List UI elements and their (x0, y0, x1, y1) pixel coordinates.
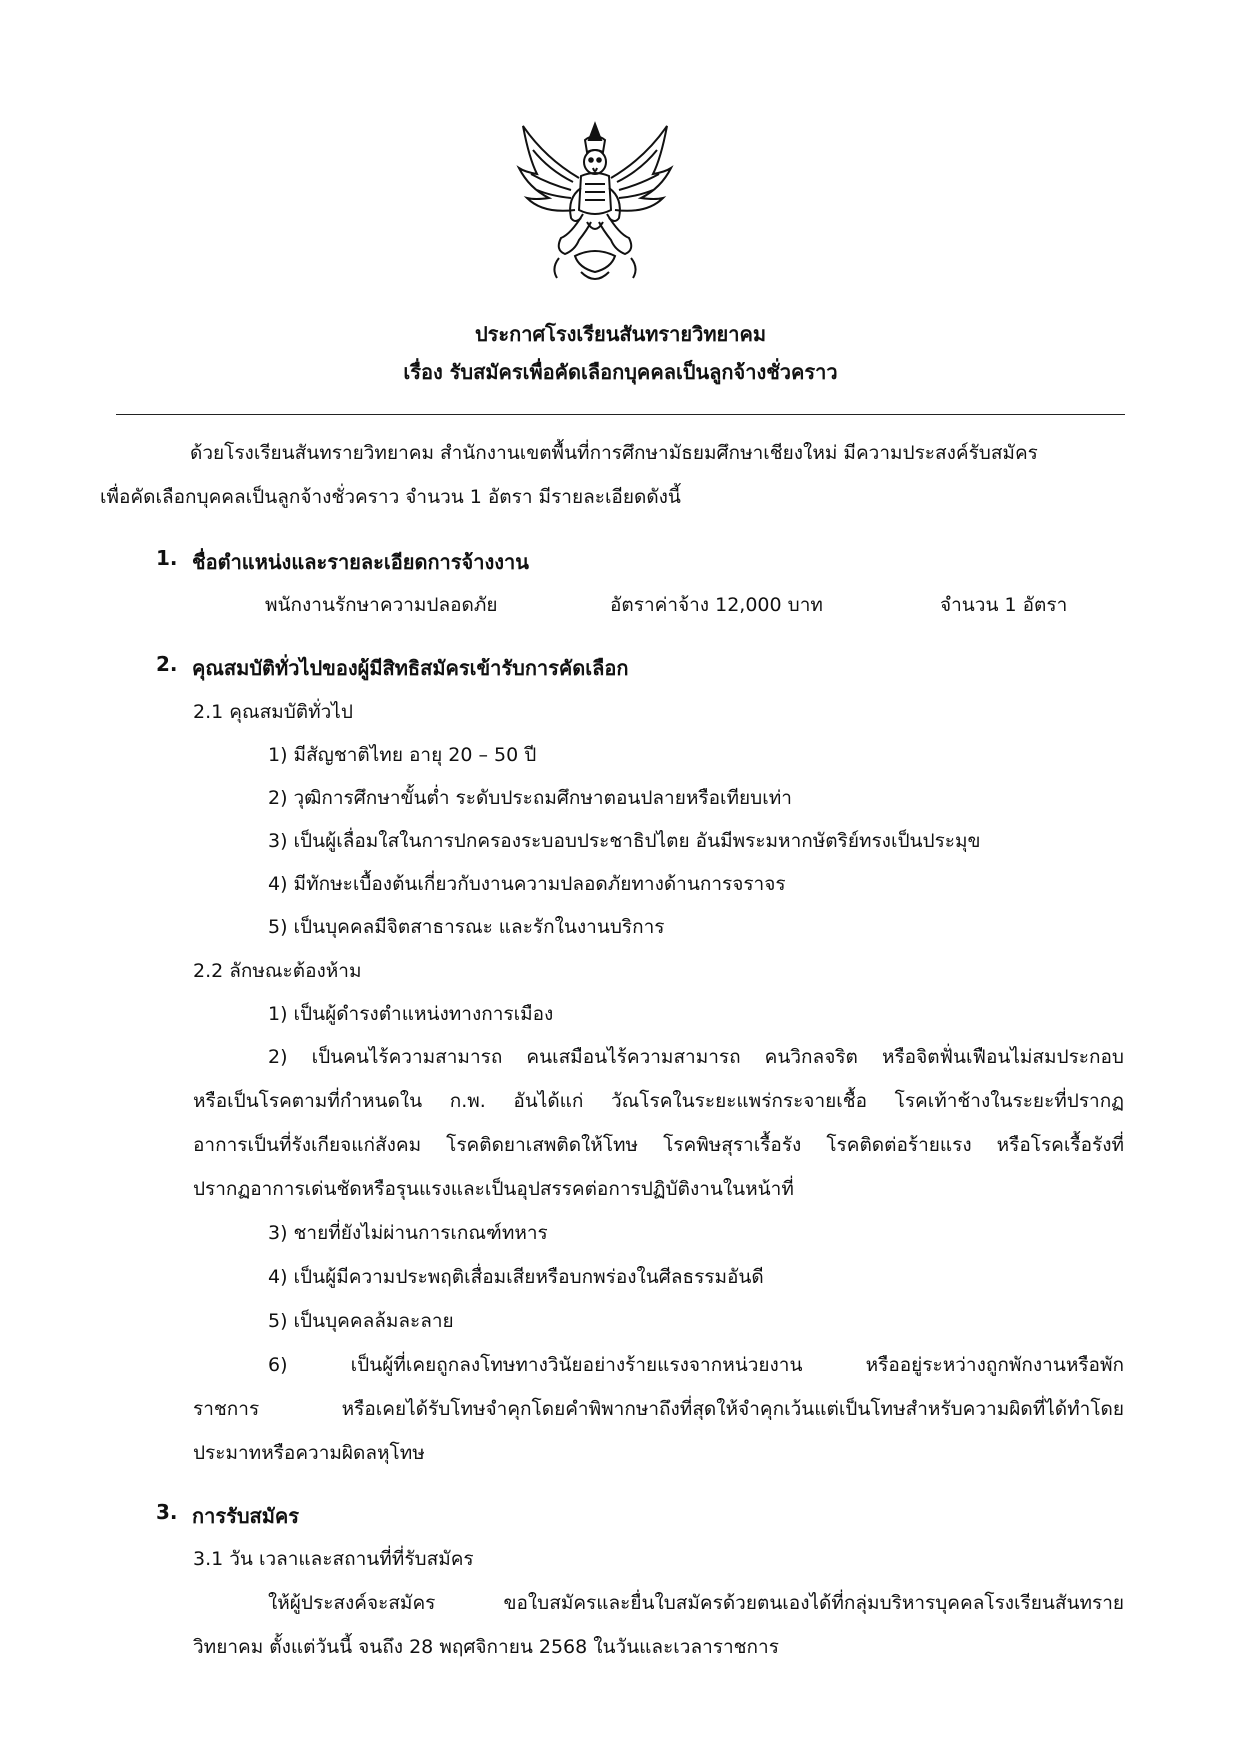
qualification-item: 2) วุฒิการศึกษาขั้นต่ำ ระดับประถมศึกษาตอนปลายหรือเทียบเท่า (268, 787, 792, 809)
intro-line-1: ด้วยโรงเรียนสันทรายวิทยาคม สำนักงานเขตพื้นที่การศึกษามัธยมศึกษาเชียงใหม่ มีความประสงค์รับสมัคร (190, 442, 1038, 464)
section-3-number: 3. (156, 1500, 178, 1524)
qualification-item: 4) มีทักษะเบื้องต้นเกี่ยวกับงานความปลอดภัยทางด้านการจราจร (268, 873, 786, 895)
qualification-item: 1) มีสัญชาติไทย อายุ 20 – 50 ปี (268, 744, 537, 766)
prohibition-item-2-line: อาการเป็นที่รังเกียจแก่สังคม โรคติดยาเสพติดให้โทษ โรคพิษสุราเรื้อรัง โรคติดต่อร้ายแรง หรือโรคเรื้อรังที่ (193, 1134, 1124, 1156)
section-1-number: 1. (156, 546, 178, 570)
prohibition-item-6-line: ราชการ หรือเคยได้รับโทษจำคุกโดยคำพิพากษาถึงที่สุดให้จำคุกเว้นแต่เป็นโทษสำหรับความผิดที่ได้ทำโดย (193, 1398, 1124, 1420)
divider (116, 414, 1125, 415)
garuda-emblem (515, 118, 675, 288)
qualification-item: 5) เป็นบุคคลมีจิตสาธารณะ และรักในงานบริการ (268, 916, 665, 938)
subsection-2-2-title: 2.2 ลักษณะต้องห้าม (193, 960, 362, 982)
intro-line-2: เพื่อคัดเลือกบุคคลเป็นลูกจ้างชั่วคราว จำนวน 1 อัตรา มีรายละเอียดดังนี้ (100, 486, 681, 508)
prohibition-item-2-line: 2) เป็นคนไร้ความสามารถ คนเสมือนไร้ความสามารถ คนวิกลจริต หรือจิตฟั่นเฟือนไม่สมประกอบ (268, 1046, 1124, 1068)
application-text-line: ให้ผู้ประสงค์จะสมัคร ขอใบสมัครและยื่นใบสมัครด้วยตนเองได้ที่กลุ่มบริหารบุคคลโรงเรียนสันทราย (268, 1592, 1124, 1614)
prohibition-item: 4) เป็นผู้มีความประพฤติเสื่อมเสียหรือบกพร่องในศีลธรรมอันดี (268, 1266, 764, 1288)
position-name: พนักงานรักษาความปลอดภัย (265, 594, 498, 616)
application-text-line: วิทยาคม ตั้งแต่วันนี้ จนถึง 28 พฤศจิกายน 2568 ในวันและเวลาราชการ (193, 1636, 779, 1658)
section-3-heading: การรับสมัคร (192, 1504, 300, 1528)
prohibition-item: 1) เป็นผู้ดำรงตำแหน่งทางการเมือง (268, 1003, 554, 1025)
section-1-heading: ชื่อตำแหน่งและรายละเอียดการจ้างงาน (192, 550, 529, 574)
qualification-item: 3) เป็นผู้เลื่อมใสในการปกครองระบอบประชาธิปไตย อันมีพระมหากษัตริย์ทรงเป็นประมุข (268, 830, 981, 852)
prohibition-item-6-line: 6) เป็นผู้ที่เคยถูกลงโทษทางวินัยอย่างร้ายแรงจากหน่วยงาน หรืออยู่ระหว่างถูกพักงานหรือพัก (268, 1354, 1124, 1376)
subsection-3-1-title: 3.1 วัน เวลาและสถานที่ที่รับสมัคร (193, 1548, 474, 1570)
prohibition-item: 5) เป็นบุคคลล้มละลาย (268, 1310, 454, 1332)
subsection-2-1-title: 2.1 คุณสมบัติทั่วไป (193, 701, 353, 723)
prohibition-item: 3) ชายที่ยังไม่ผ่านการเกณฑ์ทหาร (268, 1222, 548, 1244)
section-2-number: 2. (156, 652, 178, 676)
prohibition-item-2-line: ปรากฏอาการเด่นชัดหรือรุนแรงและเป็นอุปสรรคต่อการปฏิบัติงานในหน้าที่ (193, 1178, 794, 1200)
announcement-title: ประกาศโรงเรียนสันทรายวิทยาคม (474, 322, 767, 346)
prohibition-item-6-line: ประมาทหรือความผิดลหุโทษ (193, 1442, 425, 1464)
prohibition-item-2-line: หรือเป็นโรคตามที่กำหนดใน ก.พ. อันได้แก่ วัณโรคในระยะแพร่กระจายเชื้อ โรคเท้าช้างในระยะที่ปรากฏ (193, 1090, 1124, 1112)
announcement-subject: เรื่อง รับสมัครเพื่อคัดเลือกบุคคลเป็นลูกจ้างชั่วคราว (403, 360, 838, 384)
position-wage: อัตราค่าจ้าง 12,000 บาท (610, 594, 823, 616)
section-2-heading: คุณสมบัติทั่วไปของผู้มีสิทธิสมัครเข้ารับการคัดเลือก (192, 656, 629, 680)
position-count: จำนวน 1 อัตรา (940, 594, 1068, 616)
